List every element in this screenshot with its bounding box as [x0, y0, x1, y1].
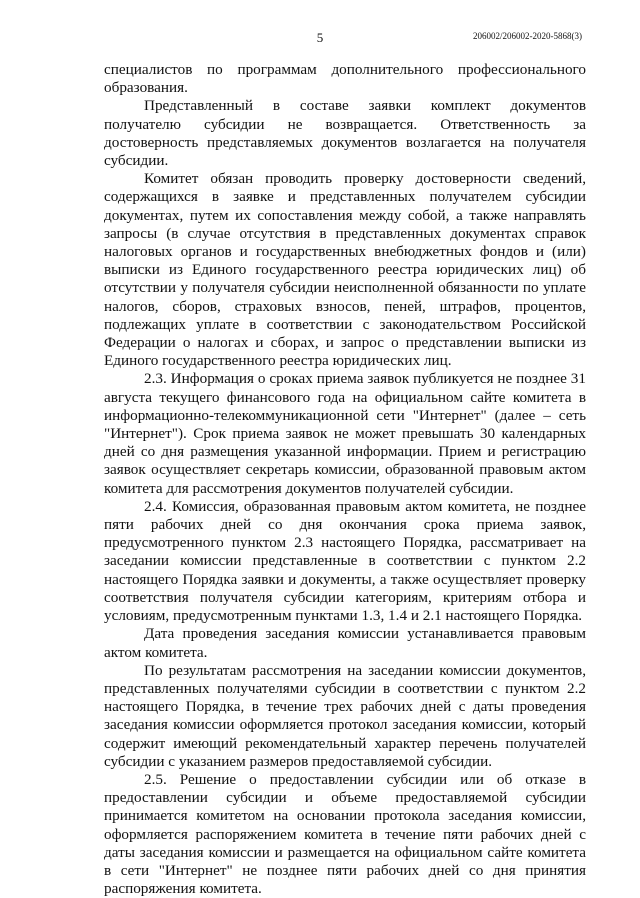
paragraph-committee-verification: Комитет обязан проводить проверку достоверности сведений, содержащихся в заявке и представленных получателем субсидии документах, путем их сопоставления между собой, а также направлять запросы (в случае отсутствия в представленных документах справок налоговых органов и государственных внебюджетных фондов и (или) выписки из Единого государственного реестра юридических лиц) об отсутствии у получателя субсидии неисполненной обязанности по уплате налогов, сборов, страховых взносов, пеней, штрафов, процентов, подлежащих уплате в соответствии с законодательством Российской Федерации о налогах и сборах, и запрос о представлении выписки из Единого государственного реестра юридических лиц. — [104, 170, 586, 370]
document-code: 206002/206002-2020-5868(3) — [473, 31, 582, 41]
paragraph-meeting-protocol: По результатам рассмотрения на заседании комиссии документов, представленных получателями субсидии в соответствии с пунктом 2.2 настоящего Порядка, в течение трех рабочих дней с даты проведения заседания комиссии оформляется протокол заседания комиссии, который содержит имеющий рекомендательный характер перечень получателей субсидии с указанием размеров предоставляемой субсидии. — [104, 661, 586, 770]
paragraph-continuation: специалистов по программам дополнительного профессионального образования. — [104, 61, 586, 97]
paragraph-2-3-application-deadlines: 2.3. Информация о сроках приема заявок публикуется не позднее 31 августа текущего финансового года на официальном сайте комитета в информационно-телекоммуникационной сети "Интернет" (далее – сеть "Интернет"). Срок приема заявок не может превышать 30 календарных дней со дня размещения указанной информации. Прием и регистрацию заявок осуществляет секретарь комиссии, образованной правовым актом комитета для рассмотрения документов получателей субсидии. — [104, 370, 586, 497]
paragraph-meeting-date: Дата проведения заседания комиссии устанавливается правовым актом комитета. — [104, 625, 586, 661]
paragraph-2-5-subsidy-decision: 2.5. Решение о предоставлении субсидии или об отказе в предоставлении субсидии и объеме предоставляемой субсидии принимается комитетом на основании протокола заседания комиссии, оформляется распоряжением комитета в течение пяти рабочих дней с даты заседания комиссии и размещается на официальном сайте комитета в сети "Интернет" не позднее пяти рабочих дней со дня принятия распоряжения комитета. — [104, 770, 586, 898]
paragraph-documents-not-returned: Представленный в составе заявки комплект документов получателю субсидии не возвращается. Ответственность за достоверность представляемых документов возлагается на получателя субсидии. — [104, 97, 586, 170]
page-number: 5 — [316, 30, 324, 45]
paragraph-2-4-commission-review: 2.4. Комиссия, образованная правовым актом комитета, не позднее пяти рабочих дней со дня окончания срока приема заявок, предусмотренного пунктом 2.3 настоящего Порядка, рассматривает на заседании комиссии представленные в соответствии с пунктом 2.2 настоящего Порядка заявки и документы, а также осуществляет проверку соответствия получателя субсидии категориям, критериям отбора и условиям, предусмотренным пунктами 1.3, 1.4 и 2.1 настоящего Порядка. — [104, 497, 586, 625]
document-body — [104, 61, 586, 898]
